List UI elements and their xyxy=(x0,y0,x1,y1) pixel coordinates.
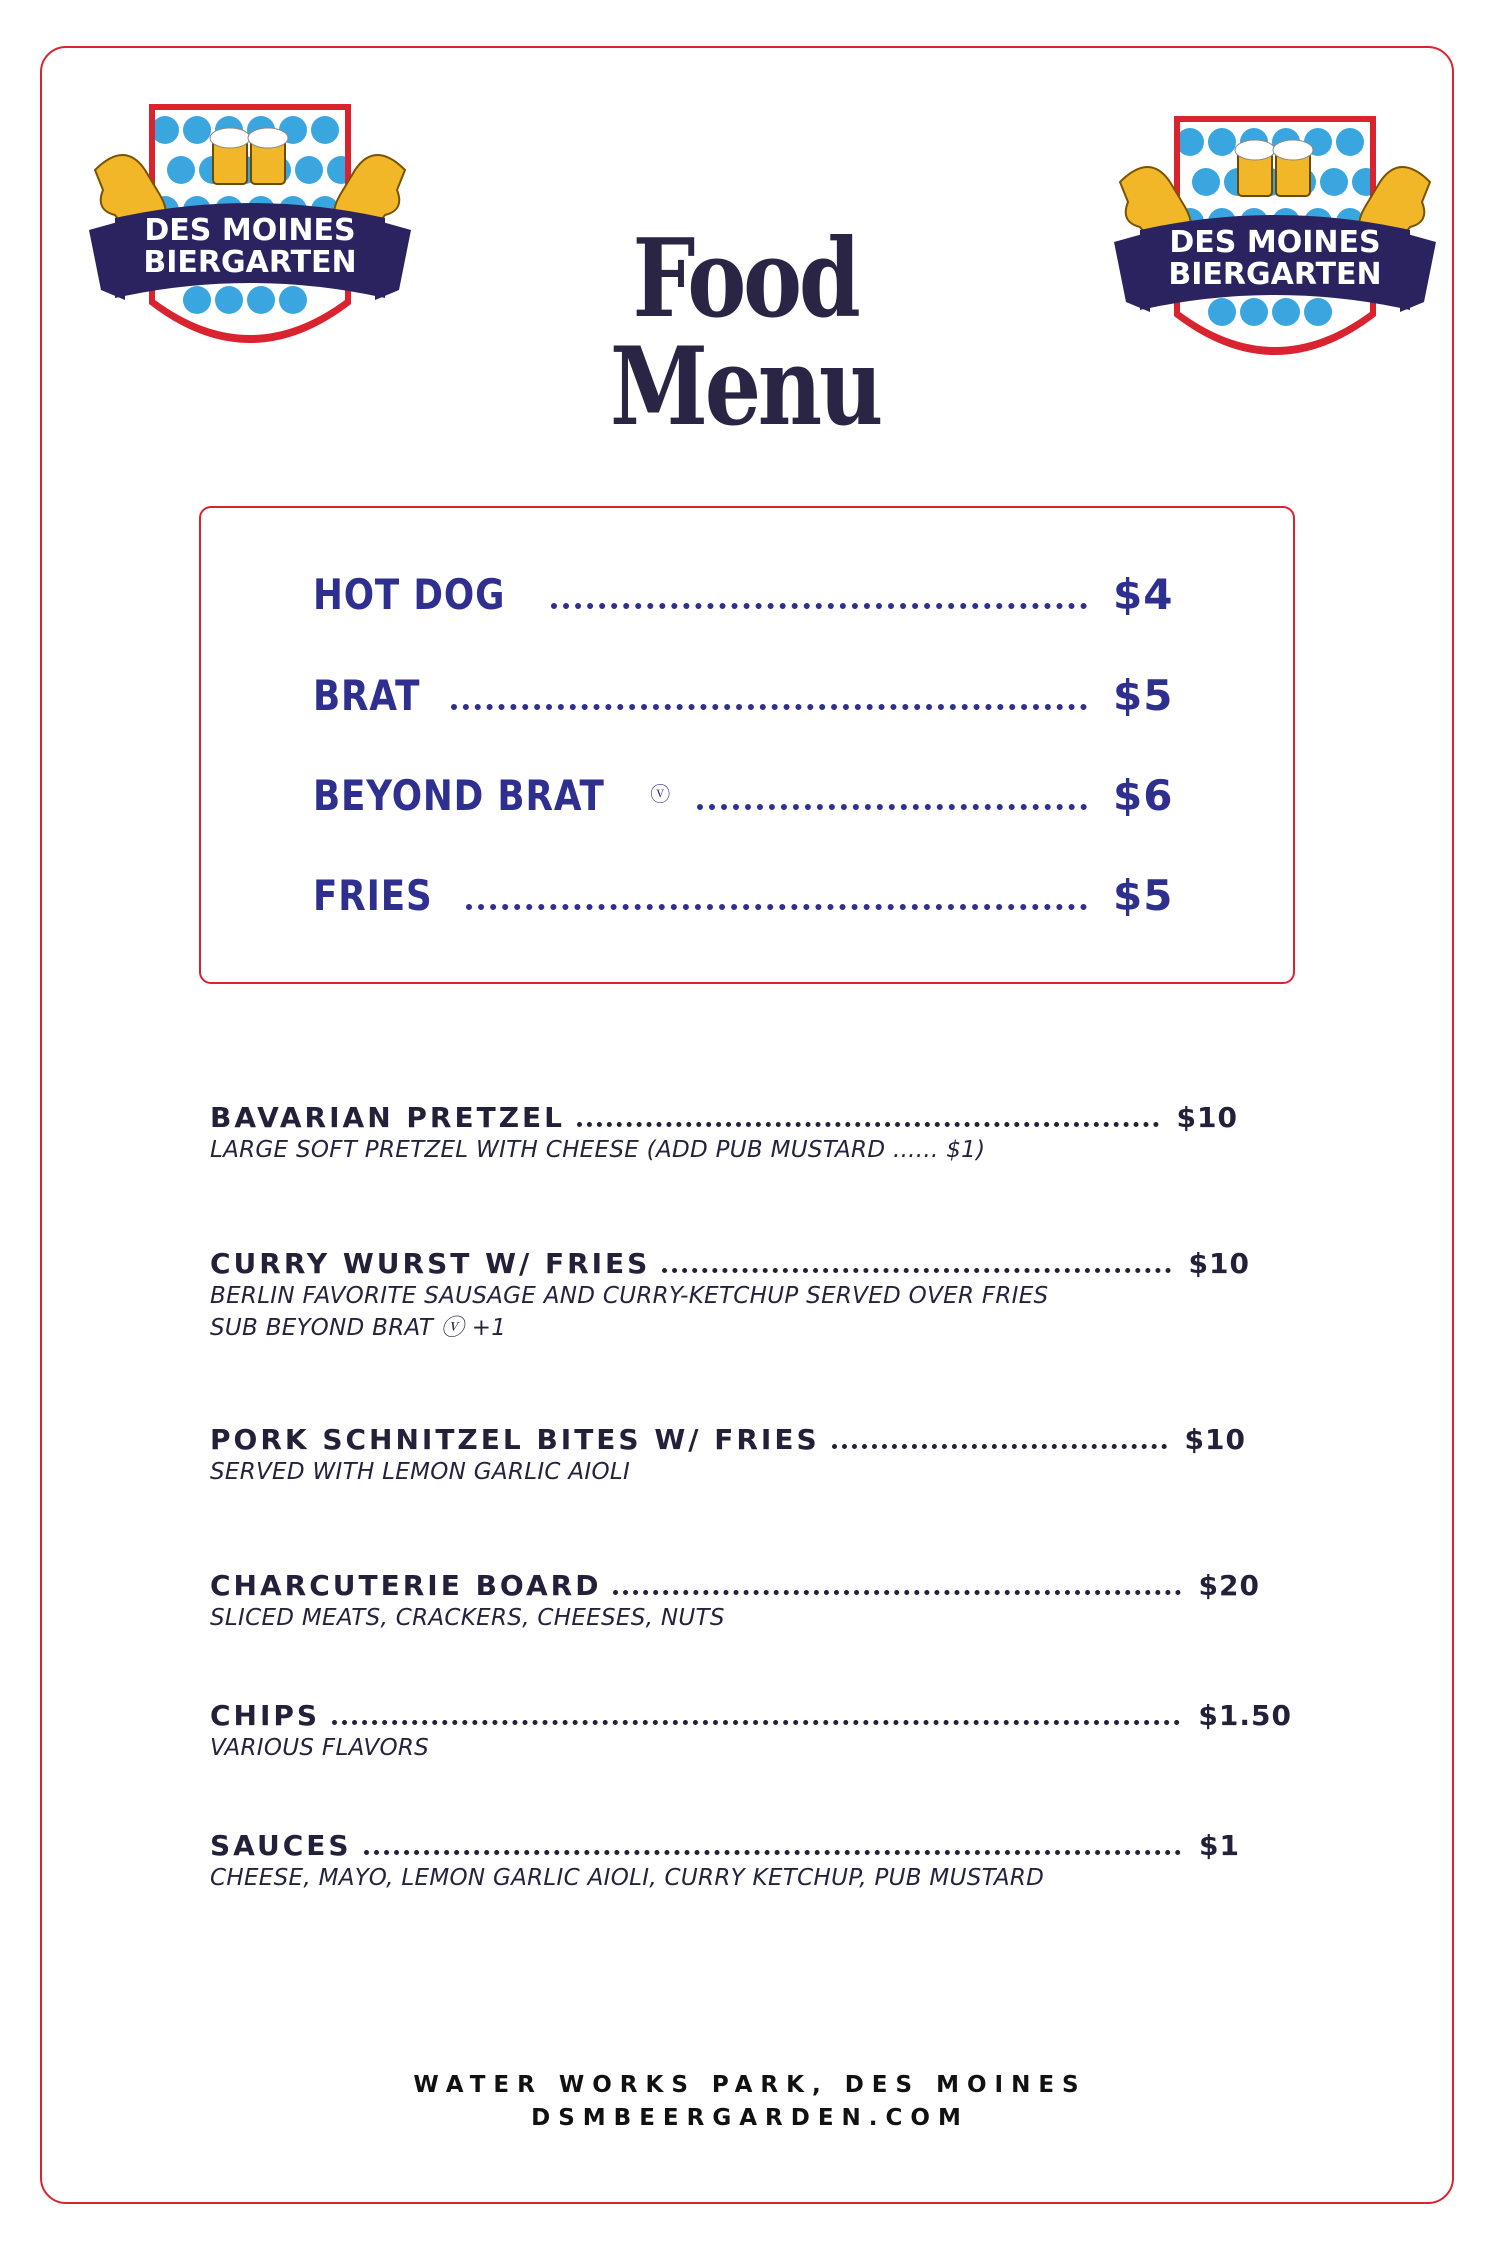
menu-item-curry-wurst xyxy=(210,1244,1250,1344)
item-description: VARIOUS FLAVORS xyxy=(210,1735,430,1761)
biergarten-logo-left xyxy=(85,100,415,380)
logo-text-line1: DES MOINES xyxy=(1169,225,1381,260)
biergarten-logo-right xyxy=(1110,112,1440,392)
box-item-hot-dog xyxy=(313,563,1173,619)
item-name: SAUCES xyxy=(210,1829,352,1862)
box-item-fries xyxy=(313,864,1173,920)
item-price: $10 xyxy=(1188,1247,1250,1280)
footer-location: WATER WORKS PARK, DES MOINES xyxy=(413,2072,1087,2098)
item-name: CURRY WURST W/ FRIES xyxy=(210,1247,651,1280)
item-price: $10 xyxy=(1176,1101,1238,1134)
box-item-beyond-brat xyxy=(313,764,1173,820)
dot-leader xyxy=(551,603,1087,609)
item-price: $1 xyxy=(1199,1829,1240,1862)
item-name: PORK SCHNITZEL BITES W/ FRIES xyxy=(210,1423,820,1456)
dot-leader xyxy=(332,1720,1180,1725)
vegan-icon: ⓥ xyxy=(650,781,672,806)
item-price: $20 xyxy=(1198,1569,1260,1602)
dot-leader xyxy=(364,1850,1181,1855)
item-description: SUB BEYOND BRAT ⓥ +1 xyxy=(210,1315,507,1341)
item-description: SERVED WITH LEMON GARLIC AIOLI xyxy=(210,1459,631,1485)
box-item-brat xyxy=(313,664,1173,720)
logo-text-line2: BIERGARTEN xyxy=(1168,257,1382,292)
menu-item-sauces xyxy=(210,1826,1240,1894)
dot-leader xyxy=(697,804,1087,810)
dot-leader xyxy=(466,904,1087,910)
menu-item-pork-schnitzel xyxy=(210,1420,1246,1488)
item-description: BERLIN FAVORITE SAUSAGE AND CURRY-KETCHUP SERVED OVER FRIES xyxy=(210,1283,1049,1309)
item-name: BRAT xyxy=(313,671,421,720)
item-description: LARGE SOFT PRETZEL WITH CHEESE (ADD PUB MUSTARD ...... $1) xyxy=(210,1137,986,1163)
item-description: SLICED MEATS, CRACKERS, CHEESES, NUTS xyxy=(210,1605,725,1631)
item-price: $5 xyxy=(1113,871,1174,920)
item-name: BEYOND BRAT xyxy=(313,771,605,820)
item-name: BAVARIAN PRETZEL xyxy=(210,1101,565,1134)
item-name: CHIPS xyxy=(210,1699,321,1732)
menu-item-bavarian-pretzel xyxy=(210,1098,1238,1166)
dot-leader xyxy=(832,1444,1167,1449)
footer-website: DSMBEERGARDEN.COM xyxy=(531,2105,969,2131)
logo-text-line1: DES MOINES xyxy=(144,213,356,248)
menu-item-charcuterie-board xyxy=(210,1566,1260,1634)
dot-leader xyxy=(613,1590,1180,1595)
item-name: FRIES xyxy=(313,871,433,920)
item-price: $4 xyxy=(1113,570,1174,619)
item-price: $6 xyxy=(1113,771,1174,820)
item-name: HOT DOG xyxy=(313,570,506,619)
item-description: CHEESE, MAYO, LEMON GARLIC AIOLI, CURRY KETCHUP, PUB MUSTARD xyxy=(210,1865,1045,1891)
page-title: Food Menu xyxy=(609,216,881,450)
dot-leader xyxy=(662,1268,1170,1273)
menu-item-chips xyxy=(210,1696,1292,1764)
item-name: CHARCUTERIE BOARD xyxy=(210,1569,602,1602)
item-price: $5 xyxy=(1113,671,1174,720)
dot-leader xyxy=(577,1122,1159,1127)
dot-leader xyxy=(451,704,1087,710)
item-price: $1.50 xyxy=(1198,1699,1292,1732)
item-price: $10 xyxy=(1184,1423,1246,1456)
logo-text-line2: BIERGARTEN xyxy=(143,245,357,280)
